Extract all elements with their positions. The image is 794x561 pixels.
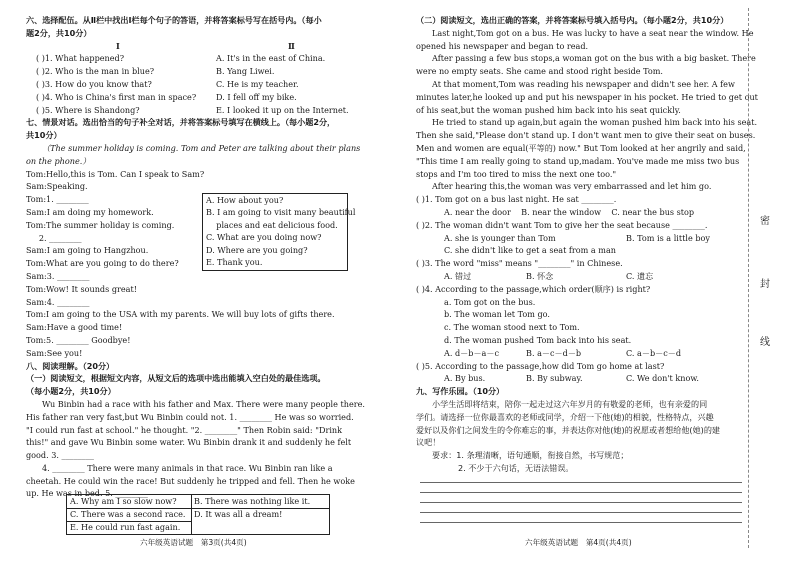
dialog-line: Sam:Speaking. xyxy=(26,181,88,192)
writing-prompt-line: 学们。请选择一位你最喜欢的老师或同学，介绍一下他(她)的相貌，性格特点，兴趣 xyxy=(416,411,714,422)
column-1-header: Ⅰ xyxy=(116,40,120,51)
writing-prompt-line: 爱好以及你们之间发生的令你难忘的事，并表达你对他(她)的祝愿或者想给他(她)的建 xyxy=(416,424,721,435)
match-question: ( )1. What happened? xyxy=(36,53,125,64)
question-5: ( )5. According to the passage,how did Tom go home at last? xyxy=(416,360,665,371)
section-7-title: 七、情景对话。选出恰当的句子补全对话，并将答案标号填写在横线上。（每小题2分， xyxy=(26,117,336,128)
section-7-title-cont: 共10分） xyxy=(26,130,62,141)
q2-option-b: B. Tom is a little boy xyxy=(626,232,710,243)
story-line: Wu Binbin had a race with his father and Max. There were many people there. xyxy=(42,398,365,409)
question-3: ( )3. The word "miss" means "________" in Chinese. xyxy=(416,258,623,269)
passage-line: After passing a few bus stops,a woman got on the bus with a big basket. There xyxy=(432,53,756,64)
q5-option-c: C. We don't know. xyxy=(626,373,699,384)
match-question: ( )4. Who is China's first man in space? xyxy=(36,91,197,102)
order-item-b: b. The woman let Tom go. xyxy=(444,309,550,320)
match-question: ( )2. Who is the man in blue? xyxy=(36,66,155,77)
passage-line: Men and women are equal(平等的) now." But Tom looked at her angrily and said, xyxy=(416,142,746,153)
dialog-options-box xyxy=(202,193,356,271)
story-option: D. It was all a dream! xyxy=(194,508,283,519)
writing-line[interactable] xyxy=(420,502,742,503)
q4-option-c: C. a－b－c－d xyxy=(626,347,682,358)
writing-line[interactable] xyxy=(420,522,742,523)
story-line: cheetah. He could win the race! But suddenly he tripped and fell. Then he woke xyxy=(26,475,355,486)
passage-line: minutes later,he looked up and put his newspaper in his pocket. He tried to get out xyxy=(416,91,758,102)
dialog-option: E. Thank you. xyxy=(206,257,263,268)
dialog-option: B. I am going to visit many beautiful xyxy=(206,207,356,218)
story-line: good. 3. ________ xyxy=(26,450,94,461)
writing-line[interactable] xyxy=(420,482,742,483)
dialog-line: Tom:What are you going to do there? xyxy=(26,258,179,269)
order-item-d: d. The woman pushed Tom back into his seat. xyxy=(444,334,632,345)
passage-line: of his seat,but the woman pushed him back into his seat quickly. xyxy=(416,104,681,115)
dialog-line: Tom:Wow! It sounds great! xyxy=(26,283,137,294)
story-option: E. He could run fast again. xyxy=(70,521,181,532)
story-options-grid xyxy=(66,494,330,535)
dialog-option: C. What are you doing now? xyxy=(206,232,322,243)
story-line: this!" and gave Wu Binbin some water. Wu Binbin drank it and suddenly he felt xyxy=(26,437,352,448)
section-8-title: 八、阅读理解。（20分） xyxy=(26,360,115,371)
story-line: up. He was in bed. 5. ________ xyxy=(26,488,148,499)
passage-line: stops and I'm too tired to miss the next one too." xyxy=(416,168,617,179)
dialog-line: Tom:5. ________ Goodbye! xyxy=(26,334,131,345)
match-answer: A. It's in the east of China. xyxy=(216,53,326,64)
q2-option-c: C. she didn't like to get a seat from a man xyxy=(444,245,617,256)
dialog-line: Sam:I am doing my homework. xyxy=(26,206,154,217)
dialog-line: 2. ________ xyxy=(26,232,82,243)
story-line: 4. ________ There were many animals in that race. Wu Binbin ran like a xyxy=(42,462,333,473)
dialog-line: Sam:Have a good time! xyxy=(26,322,123,333)
q5-option-a: A. By bus. xyxy=(444,373,486,384)
question-1: ( )1. Tom got on a bus last night. He sat ________. xyxy=(416,194,617,205)
dialog-option: A. How about you? xyxy=(206,195,284,205)
dialog-line: Sam:3. ________ xyxy=(26,270,90,281)
match-question: ( )3. How do you know that? xyxy=(36,78,152,89)
reading-2-title: （二）阅读短文，选出正确的答案，并将答案标号填入括号内。（每小题2分，共10分） xyxy=(416,15,729,25)
order-item-a: a. Tom got on the bus. xyxy=(444,296,536,307)
match-answer: E. I looked it up on the Internet. xyxy=(216,104,349,115)
dialog-option: D. Where are you going? xyxy=(206,244,308,255)
passage-line: opened his newspaper and began to read. xyxy=(416,40,589,51)
dialog-option: places and eat delicious food. xyxy=(206,219,338,230)
page-4-footer: 六年级英语试题 第4页(共4页) xyxy=(525,538,632,547)
column-headers xyxy=(26,40,366,53)
dialog-line: Tom:I am going to the USA with my parents. We will buy lots of gifts there. xyxy=(26,309,335,320)
match-question: ( )5. Where is Shandong? xyxy=(36,104,140,115)
match-answer: C. He is my teacher. xyxy=(216,78,299,89)
passage-line: Then she said,"Please don't stand up. I don't want men to give their seat on buses. xyxy=(416,130,756,141)
q3-option-b: B. 怀念 xyxy=(526,270,554,281)
writing-prompt-line: 议吧！ xyxy=(416,437,441,448)
question-1-options: A. near the door B. near the window C. near the bus stop xyxy=(444,206,695,217)
section-6-title-cont: 题2分，共10分） xyxy=(26,27,92,38)
q3-option-c: C. 遗忘 xyxy=(626,270,654,281)
dialog-line: Tom:The summer holiday is coming. xyxy=(26,219,175,230)
passage-line: "This time I am really going to stand up,madam. You've made me miss two bus xyxy=(416,155,740,166)
dialog-line: Sam:I am going to Hangzhou. xyxy=(26,245,149,256)
dialog-intro: （The summer holiday is coming. Tom and Peter are talking about their plans xyxy=(42,142,361,153)
page-4 xyxy=(416,14,756,475)
seal-line xyxy=(748,8,749,548)
page-3-footer: 六年级英语试题 第3页(共4页) xyxy=(140,538,247,547)
passage-line: At that moment,Tom was reading his newspaper and didn't see her. A few xyxy=(432,78,735,89)
section-9-title: 九、写作乐园。（10分） xyxy=(416,386,505,397)
question-2: ( )2. The woman didn't want Tom to give her the seat because ________. xyxy=(416,219,708,230)
section-8-subtitle: （一）阅读短文，根据短文内容，从短文后的选项中选出能填入空白处的最佳选项。 xyxy=(26,373,326,384)
writing-requirement: 要求：1. 条理清晰，语句通顺，衔接自然，书写规范； xyxy=(432,450,629,461)
story-option: A. Why am I so slow now? xyxy=(70,496,177,506)
passage-line: Last night,Tom got on a bus. He was lucky to have a seat near the window. He xyxy=(432,27,754,38)
dialog-intro-cont: on the phone.） xyxy=(26,155,91,166)
match-answer: B. Yang Liwei. xyxy=(216,66,275,77)
writing-prompt-line: 小学生活即将结束，陪你一起走过这六年岁月的有敬爱的老师，也有亲爱的同 xyxy=(432,398,708,409)
q4-option-b: B. a－c－d－b xyxy=(526,347,582,358)
passage-line: were no empty seats. She came and stood right beside Tom. xyxy=(416,66,664,77)
column-2-header: Ⅱ xyxy=(288,40,295,51)
q4-option-a: A. d－b－a－c xyxy=(444,347,499,358)
writing-requirement-2: 2. 不少于六句话，无语法错误。 xyxy=(458,462,574,473)
q2-option-a: A. she is younger than Tom xyxy=(444,232,556,243)
dialog-line: Tom:Hello,this is Tom. Can I speak to Sam? xyxy=(26,168,205,179)
seal-char: 线 xyxy=(760,337,770,348)
q5-option-b: B. By subway. xyxy=(526,373,583,384)
writing-line[interactable] xyxy=(420,512,742,513)
section-8-subtitle-cont: （每小题2分，共10分） xyxy=(26,386,116,397)
question-4: ( )4. According to the passage,which order(顺序) is right? xyxy=(416,283,651,294)
story-line: "I could run fast at school." he thought. "2. ________" Then Robin said: "Drink xyxy=(26,424,343,435)
story-line: His father ran very fast,but Wu Binbin could not. 1. ________ He was so worried. xyxy=(26,411,354,422)
story-option: C. There was a second race. xyxy=(70,508,186,519)
story-option: B. There was nothing like it. xyxy=(194,496,311,506)
q3-option-a: A. 错过 xyxy=(444,270,472,281)
writing-line[interactable] xyxy=(420,492,742,493)
dialog-line: Sam:See you! xyxy=(26,347,83,358)
section-6-title: 六、选择配伍。从Ⅱ栏中找出Ⅰ栏每个句子的答语，并将答案标号写在括号内。（每小 xyxy=(26,15,322,25)
seal-char: 封 xyxy=(760,279,770,290)
passage-line: After hearing this,the woman was very embarrassed and let him go. xyxy=(432,181,712,192)
order-item-c: c. The woman stood next to Tom. xyxy=(444,322,580,333)
match-answer: D. I fell off my bike. xyxy=(216,91,297,102)
seal-char: 密 xyxy=(760,216,770,227)
passage-line: He tried to stand up again,but again the woman pushed him back into his seat. xyxy=(432,117,758,128)
dialog-line: Tom:1. ________ xyxy=(26,194,89,205)
dialog-line: Sam:4. ________ xyxy=(26,296,90,307)
